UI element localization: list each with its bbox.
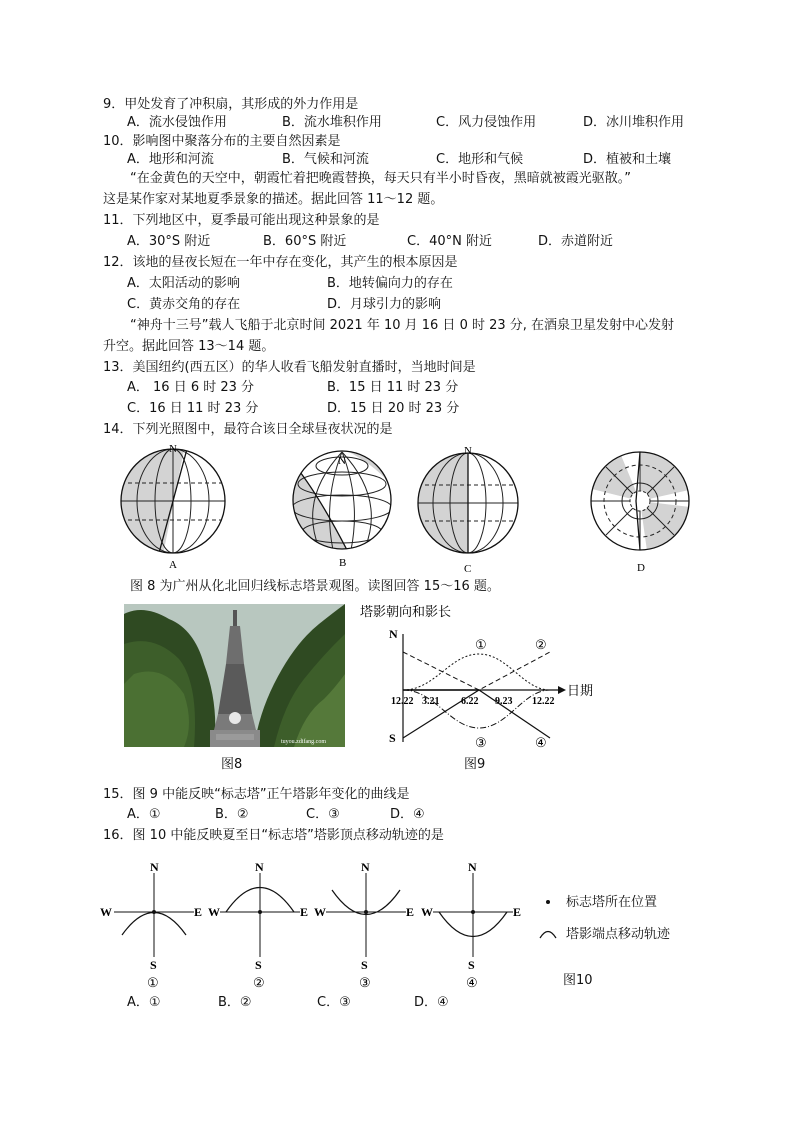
- fig10-caption: 图10: [563, 973, 593, 988]
- fig8-caption: 图8: [221, 757, 243, 772]
- globe-b-label: B: [339, 557, 347, 569]
- fig10-d3-w: W: [314, 905, 326, 919]
- fig10-d1-w: W: [100, 905, 112, 919]
- fig10-d1-n: N: [150, 860, 159, 874]
- q10-stem: 10．影响图中聚落分布的主要自然因素是: [103, 134, 341, 149]
- q15-stem: 15．图 9 中能反映“标志塔”正午塔影年变化的曲线是: [103, 787, 410, 802]
- globe-a-label: A: [169, 559, 177, 571]
- globe-a-north: N: [169, 443, 177, 455]
- q11-stem: 11．下列地区中，夏季最可能出现这种景象的是: [103, 213, 380, 228]
- fig9-xlabel: 日期: [567, 683, 594, 698]
- q11-option-b: B．60°S 附近: [263, 234, 347, 249]
- q11-option-c: C．40°N 附近: [407, 234, 492, 249]
- passage1-line2: 这是某作家对某地夏季景象的描述。据此回答 11～12 题。: [103, 192, 444, 207]
- q15-option-a: A．①: [127, 807, 161, 822]
- fig9-south: S: [389, 731, 396, 745]
- fig8-photo: [124, 604, 345, 747]
- q10-option-b: B．气候和河流: [282, 152, 369, 167]
- q12-stem: 12．该地的昼夜长短在一年中存在变化，其产生的根本原因是: [103, 255, 458, 270]
- fig9-date-4: 12.22: [532, 696, 555, 707]
- q16-option-a: A．①: [127, 995, 161, 1010]
- fig9-date-0: 12.22: [391, 696, 414, 707]
- fig10-d2-e: E: [300, 905, 309, 919]
- globe-b-north: N: [338, 455, 346, 467]
- fig10-legend-arc: 塔影端点移动轨迹: [566, 927, 671, 942]
- fig10-d1-label: ①: [147, 975, 159, 990]
- passage1-line1: “在金黄色的天空中，朝霞忙着把晚霞替换，每天只有半小时昏夜，黑暗就被霞光驱散。”: [130, 171, 631, 186]
- q13-option-d: D．15 日 20 时 23 分: [327, 401, 460, 416]
- q11-option-d: D．赤道附近: [538, 234, 614, 249]
- q16-option-b: B．②: [218, 995, 252, 1010]
- fig10-legend-dot: 标志塔所在位置: [566, 895, 658, 910]
- q10-option-c: C．地形和气候: [436, 152, 524, 167]
- q12-option-c: C．黄赤交角的存在: [127, 297, 241, 312]
- q9-option-c: C．风力侵蚀作用: [436, 115, 537, 130]
- fig9-caption: 图9: [464, 757, 486, 772]
- q16-option-d: D．④: [414, 995, 449, 1010]
- q9-option-d: D．冰川堆积作用: [583, 115, 685, 130]
- q15-option-d: D．④: [390, 807, 425, 822]
- fig10-d4-w: W: [421, 905, 433, 919]
- q12-option-d: D．月球引力的影响: [327, 297, 442, 312]
- fig10-d3-e: E: [406, 905, 415, 919]
- q9-option-b: B．流水堆积作用: [282, 115, 382, 130]
- passage3-line1: 图 8 为广州从化北回归线标志塔景观图。读图回答 15～16 题。: [130, 579, 500, 594]
- fig9-date-2: 6.22: [461, 696, 479, 707]
- fig10-d2-n: N: [255, 860, 264, 874]
- q12-option-a: A．太阳活动的影响: [127, 276, 240, 291]
- q15-option-c: C．③: [306, 807, 340, 822]
- q12-option-b: B．地转偏向力的存在: [327, 276, 453, 291]
- q9-stem: 9．甲处发育了冲积扇，其形成的外力作用是: [103, 97, 359, 112]
- q16-stem: 16．图 10 中能反映夏至日“标志塔”塔影顶点移动轨迹的是: [103, 828, 444, 843]
- passage2-line1: “神舟十三号”载人飞船于北京时间 2021 年 10 月 16 日 0 时 23 分, 在酒泉卫星发射中心发射: [130, 318, 675, 333]
- globe-d-label: D: [637, 562, 645, 574]
- legend-arc-icon: [540, 932, 556, 939]
- q13-stem: 13．美国纽约(西五区）的华人收看飞船发射直播时，当地时间是: [103, 360, 476, 375]
- fig9-north: N: [389, 627, 398, 641]
- fig10-d4-n: N: [468, 860, 477, 874]
- fig10-d1-e: E: [194, 905, 203, 919]
- passage2-line2: 升空。据此回答 13～14 题。: [103, 339, 275, 354]
- fig9-curve-2-label: ②: [535, 637, 547, 652]
- fig10-d3-n: N: [361, 860, 370, 874]
- globe-b: [289, 448, 399, 573]
- q15-option-b: B．②: [215, 807, 249, 822]
- globe-a: [118, 440, 228, 570]
- globe-c: [415, 440, 525, 575]
- q16-option-c: C．③: [317, 995, 351, 1010]
- fig10-d3-label: ③: [359, 975, 371, 990]
- fig9-ylabel: 塔影朝向和影长: [360, 604, 452, 619]
- fig10-d2-s: S: [255, 958, 262, 972]
- fig9-date-1: 3.21: [422, 696, 440, 707]
- q13-option-c: C．16 日 11 时 23 分: [127, 401, 259, 416]
- q11-option-a: A．30°S 附近: [127, 234, 211, 249]
- fig9-curve-3-label: ③: [475, 735, 487, 750]
- fig10-diagrams: [96, 855, 536, 990]
- fig10-d4-label: ④: [466, 975, 478, 990]
- fig9-curve-1-label: ①: [475, 637, 487, 652]
- fig10-d4-e: E: [513, 905, 522, 919]
- q13-option-b: B．15 日 11 时 23 分: [327, 380, 459, 395]
- fig10-d3-s: S: [361, 958, 368, 972]
- globe-c-label: C: [464, 563, 472, 575]
- fig9-chart: [355, 602, 605, 777]
- fig10-d2-w: W: [208, 905, 220, 919]
- fig9-curve-4-label: ④: [535, 735, 547, 750]
- fig8-watermark: tuyou.zdifang.com: [281, 739, 326, 745]
- q14-stem: 14．下列光照图中，最符合该日全球昼夜状况的是: [103, 422, 393, 437]
- q10-option-a: A．地形和河流: [127, 152, 214, 167]
- q9-option-a: A．流水侵蚀作用: [127, 115, 227, 130]
- fig10-d4-s: S: [468, 958, 475, 972]
- q13-option-a: A． 16 日 6 时 23 分: [127, 380, 255, 395]
- globe-c-north: N: [464, 445, 472, 457]
- fig9-date-3: 9.23: [495, 696, 513, 707]
- fig10-d1-s: S: [150, 958, 157, 972]
- legend-dot-icon: [546, 900, 550, 904]
- q10-option-d: D．植被和土壤: [583, 152, 672, 167]
- globe-d: [588, 448, 698, 578]
- fig10-d2-label: ②: [253, 975, 265, 990]
